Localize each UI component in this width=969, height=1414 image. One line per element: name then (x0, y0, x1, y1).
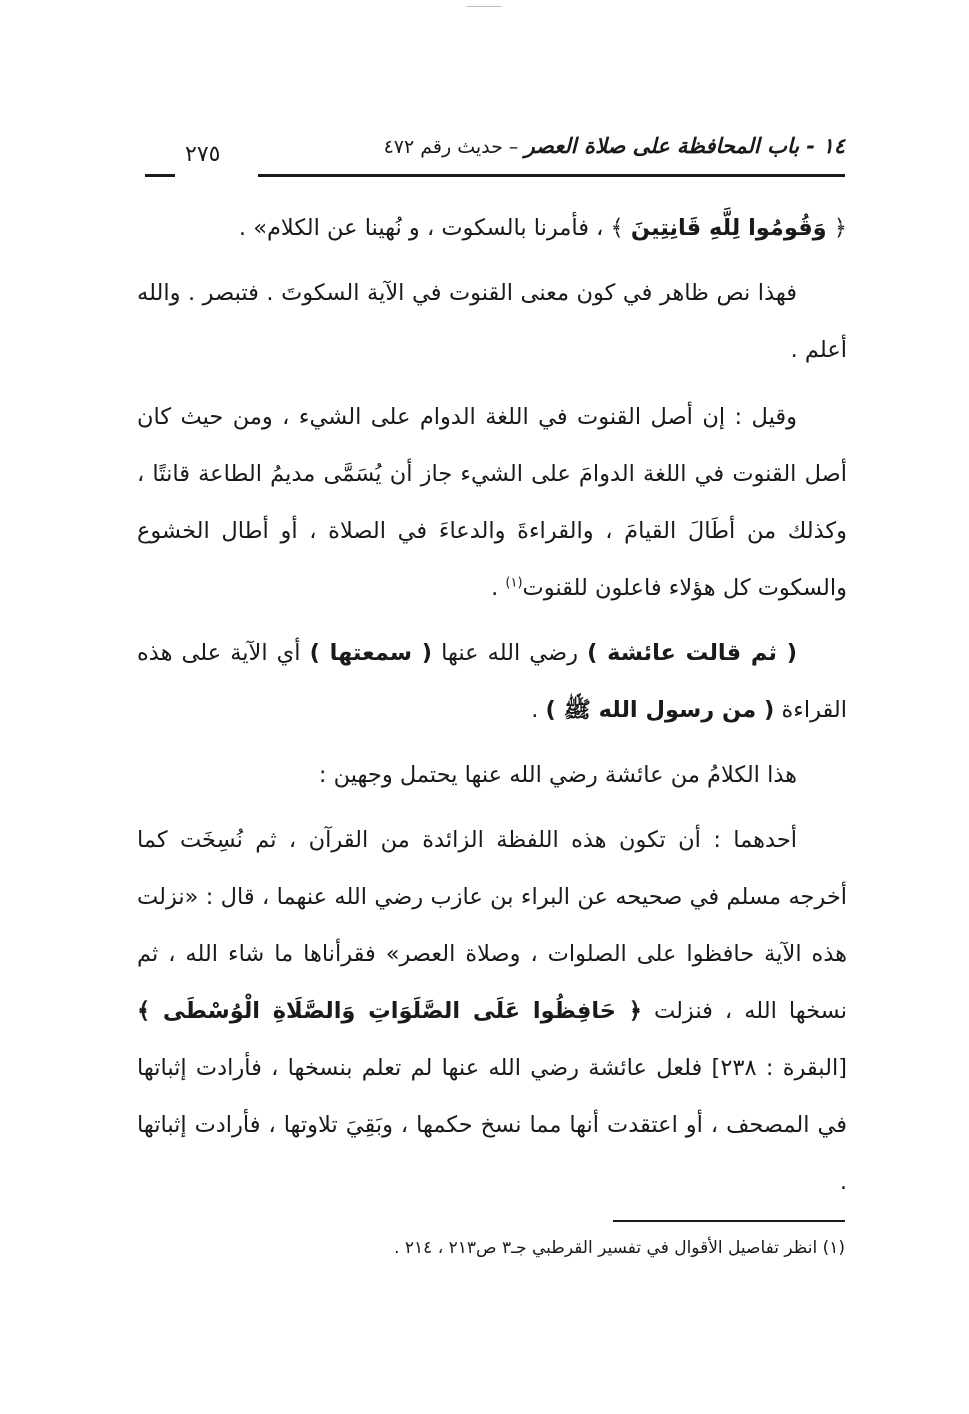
commentary-1: رضي الله عنها (432, 640, 588, 666)
paragraph-quran-quote (137, 200, 847, 257)
header-title (384, 134, 845, 158)
quote-continuation: ﴾ ، فأمرنا بالسكوت ، و نُهينا عن الكلام» . (238, 215, 631, 241)
paragraph-definition (137, 389, 847, 617)
chapter-title: ١٤ - باب المحافظة على صلاة العصر (524, 134, 845, 158)
footnote (394, 1238, 845, 1258)
first-aspect-text: أحدهما : أن تكون هذه اللفظة الزائدة من القرآن ، ثم نُسِخَت كما أخرجه مسلم في صحيحه عن البراء بن عازب رضي الله عنهما ، قال : «نزلت هذه الآية حافظوا على الصلوات ، وصلاة العصر» فقرأناها ما شاء الله ، ثم نسخها الله ، فنزلت (137, 827, 847, 1024)
paragraph-two-aspects: هذا الكلامُ من عائشة رضي الله عنها يحتمل وجهين : (318, 762, 797, 788)
definition-text: وقيل : إن أصل القنوت في اللغة الدوام على الشيء ، ومن حيث كان أصل القنوت في اللغة الدوامَ على الشيء جاز أن يُسَمَّى مديمُ الطاعة قانتًا ، وكذلك من أطَالَ القيامَ ، والقراءةَ والدعاءَ في الصلاة ، أو أطال الخشوع والسكوت كل هؤلاء فاعلون للقنوت (137, 404, 847, 601)
commentary-3: . (531, 697, 546, 723)
definition-end: . (491, 575, 506, 601)
footnote-rule (613, 1220, 845, 1222)
quran-bracket: ﴿ (826, 215, 847, 241)
hadith-phrase-1: ( ثم قالت عائشة ) (587, 640, 797, 666)
footnote-marker: (١) (505, 575, 523, 591)
hadith-phrase-2: ( سمعتها ) (309, 640, 433, 666)
first-aspect-continuation: [البقرة : ٢٣٨] فلعل عائشة رضي الله عنها لم تعلم بنسخها ، فأرادت إثباتها في المصحف ، أو اعتقدت أنها مما نسخ حكمها ، وبَقِيَ تلاوتها ، فأرادت إثباتها . (137, 1055, 847, 1195)
page-number: ٢٧٥ (185, 142, 221, 167)
body-text (137, 200, 847, 1211)
hadith-reference: حديث رقم ٤٧٢ (383, 136, 503, 158)
paragraph-first-aspect (137, 812, 847, 1211)
commentary-2: أي الآية على هذه القراءة (137, 640, 847, 723)
header-rule (258, 174, 845, 177)
quran-verse: وَقُومُوا لِلَّهِ قَانِتِينَ (630, 215, 827, 241)
running-header (145, 128, 845, 176)
page-number-rule (145, 174, 175, 177)
paragraph-hadith-text (137, 625, 847, 739)
paragraph-commentary: فهذا نص ظاهر في كون معنى القنوت في الآية السكوتَ . فتبصر . والله أعلم . (137, 280, 847, 363)
footnote-number: (١) (822, 1238, 845, 1258)
hadith-phrase-3: ( من رسول الله ﷺ ) (545, 697, 775, 723)
header-separator: – (502, 136, 525, 158)
quran-verse-baqarah: ﴿ حَافِظُوا عَلَى الصَّلَوَاتِ وَالصَّلَاةِ الْوُسْطَى ﴾ (137, 998, 642, 1024)
top-scan-mark (466, 6, 502, 7)
footnote-text: انظر تفاصيل الأقوال في تفسير القرطبي جـ٣ ص٢١٣ ، ٢١٤ . (394, 1238, 823, 1258)
